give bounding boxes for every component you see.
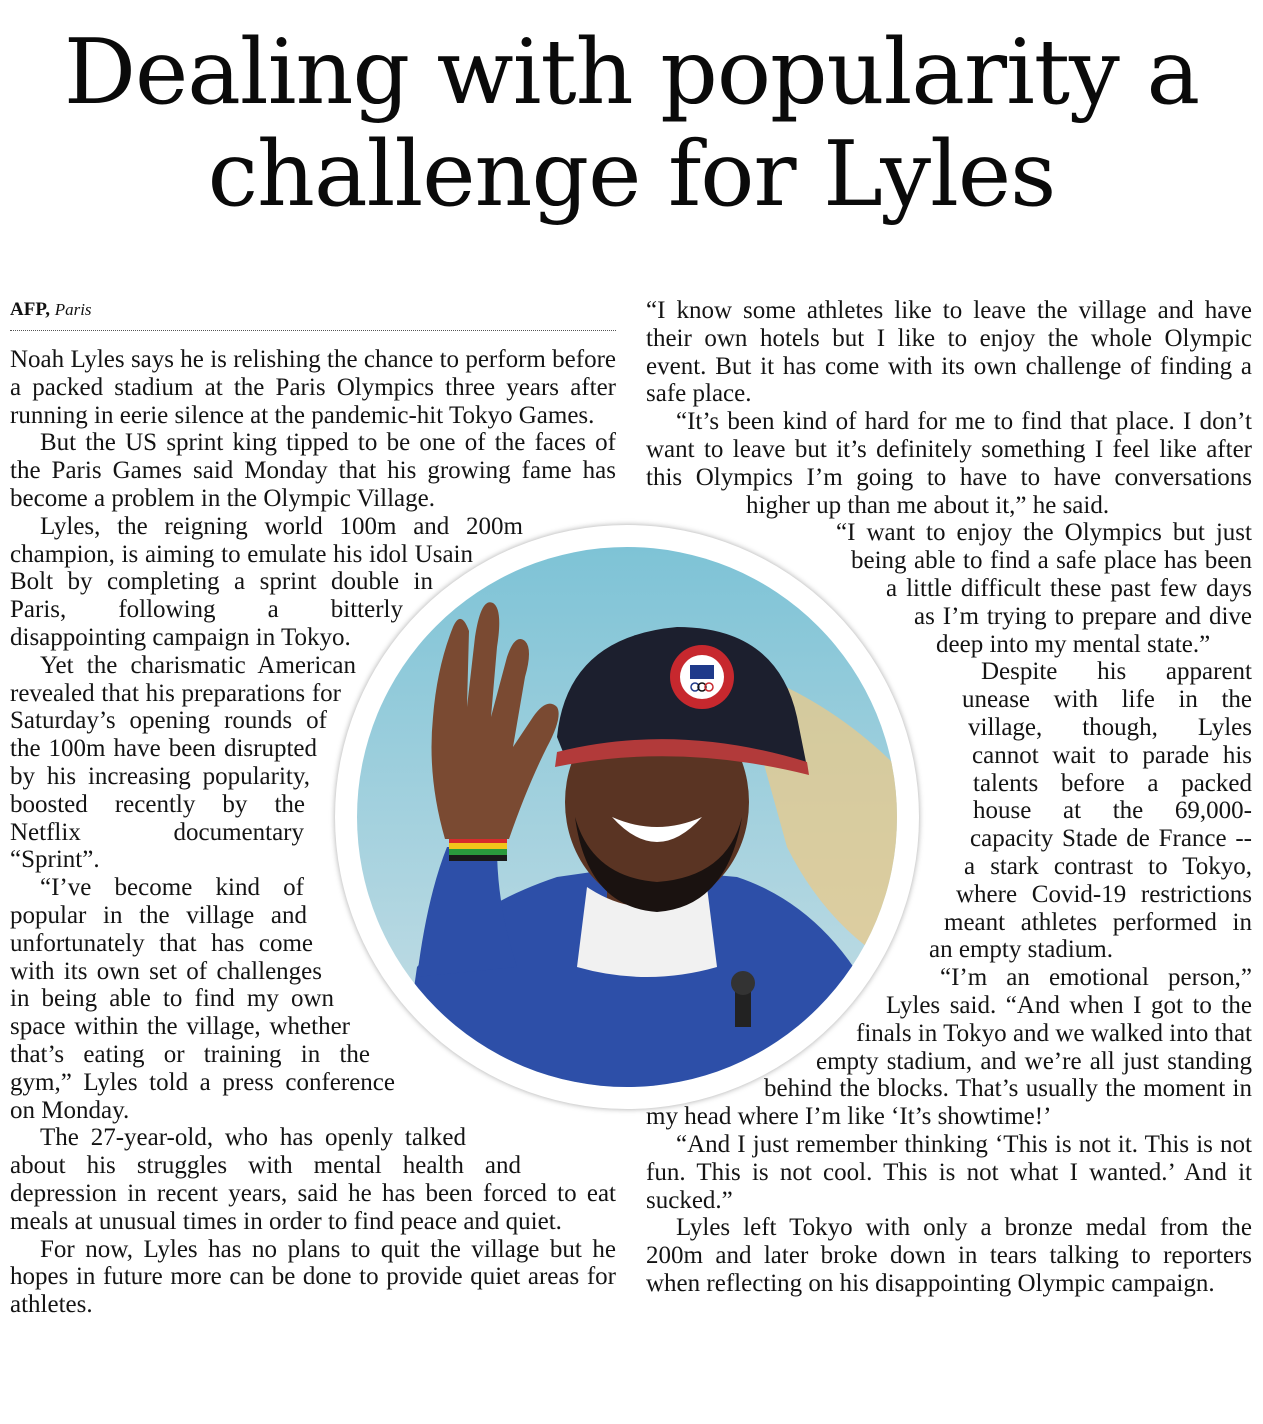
headline-line-2: challenge for Lyles <box>207 122 1056 227</box>
byline-agency: AFP, <box>10 299 50 320</box>
athlete-photo-frame <box>335 525 919 1109</box>
paragraph: “It’s been kind of hard for me to find that place. I don’t want to leave but it’s definitely something I feel like after this Olympics I’m going to have to have conversations higher up than me about it,” he said. <box>646 408 1252 519</box>
paragraph: “I’m an emotional person,” Lyles said. “And when I got to the finals in Tokyo and we walked into that empty stadium, and we’re all just standing behind the blocks. That’s usually the moment in my head where I’m like ‘It’s showtime!’ <box>646 964 1252 1131</box>
paragraph: Despite his apparent unease with life in the village, though, Lyles cannot wait to parade his talents before a packed house at the 69,000-capacity Stade de France -- a stark contrast to Tokyo, where Covid-19 restrictions meant athletes performed in an empty stadium. <box>929 658 1252 964</box>
paragraph: “And I just remember thinking ‘This is not it. This is not fun. This is not cool. This is not what I wanted.’ And it sucked.” <box>646 1130 1252 1214</box>
athlete-waving-photo <box>357 547 897 1087</box>
byline-place: Paris <box>54 300 92 319</box>
byline <box>10 298 616 331</box>
paragraph: Lyles, the reigning world 100m and 200m champion, is aiming to emulate his idol Usain Bolt by completing a sprint double in Paris, following a bitterly disappointing campaign in Tokyo. <box>10 512 523 651</box>
paragraph: But the US sprint king tipped to be one of the faces of the Paris Games said Monday that his growing fame has become a problem in the Olympic Village. <box>10 429 616 512</box>
headline-line-1: Dealing with popularity a <box>63 20 1200 125</box>
paragraph: Lyles left Tokyo with only a bronze medal from the 200m and later broke down in tears talking to reporters when reflecting on his disappointing Olympic campaign. <box>646 1214 1252 1297</box>
paragraph: “I want to enjoy the Olympics but just being able to find a safe place has been a little difficult these past few days as I’m trying to prepare and dive deep into my mental state.” <box>836 519 1252 658</box>
paragraph: For now, Lyles has no plans to quit the village but he hopes in future more can be done to provide quiet areas for athletes. <box>10 1235 616 1319</box>
paragraph: Yet the charismatic American revealed that his preparations for Saturday’s opening rounds of the 100m have been disrupted by his increasing popularity, boosted recently by the Netflix documentary “Sprint”. <box>10 651 356 874</box>
paragraph: The 27-year-old, who has openly talked about his struggles with mental health and depression in recent years, said he has been forced to eat meals at unusual times in order to find peace and quiet. <box>10 1124 616 1235</box>
paragraph: “I’ve become kind of popular in the village and unfortunately that has come with its own set of challenges in being able to find my own space within the village, whether that’s eating or training in the gym,” Lyles told a press conference on Monday. <box>10 874 395 1124</box>
headline <box>0 22 1263 226</box>
paragraph: Noah Lyles says he is relishing the chance to perform before a packed stadium at the Paris Olympics three years after running in eerie silence at the pandemic-hit Tokyo Games. <box>10 346 616 429</box>
paragraph: “I know some athletes like to leave the village and have their own hotels but I like to enjoy the whole Olympic event. But it has come with its own challenge of finding a safe place. <box>646 297 1252 408</box>
